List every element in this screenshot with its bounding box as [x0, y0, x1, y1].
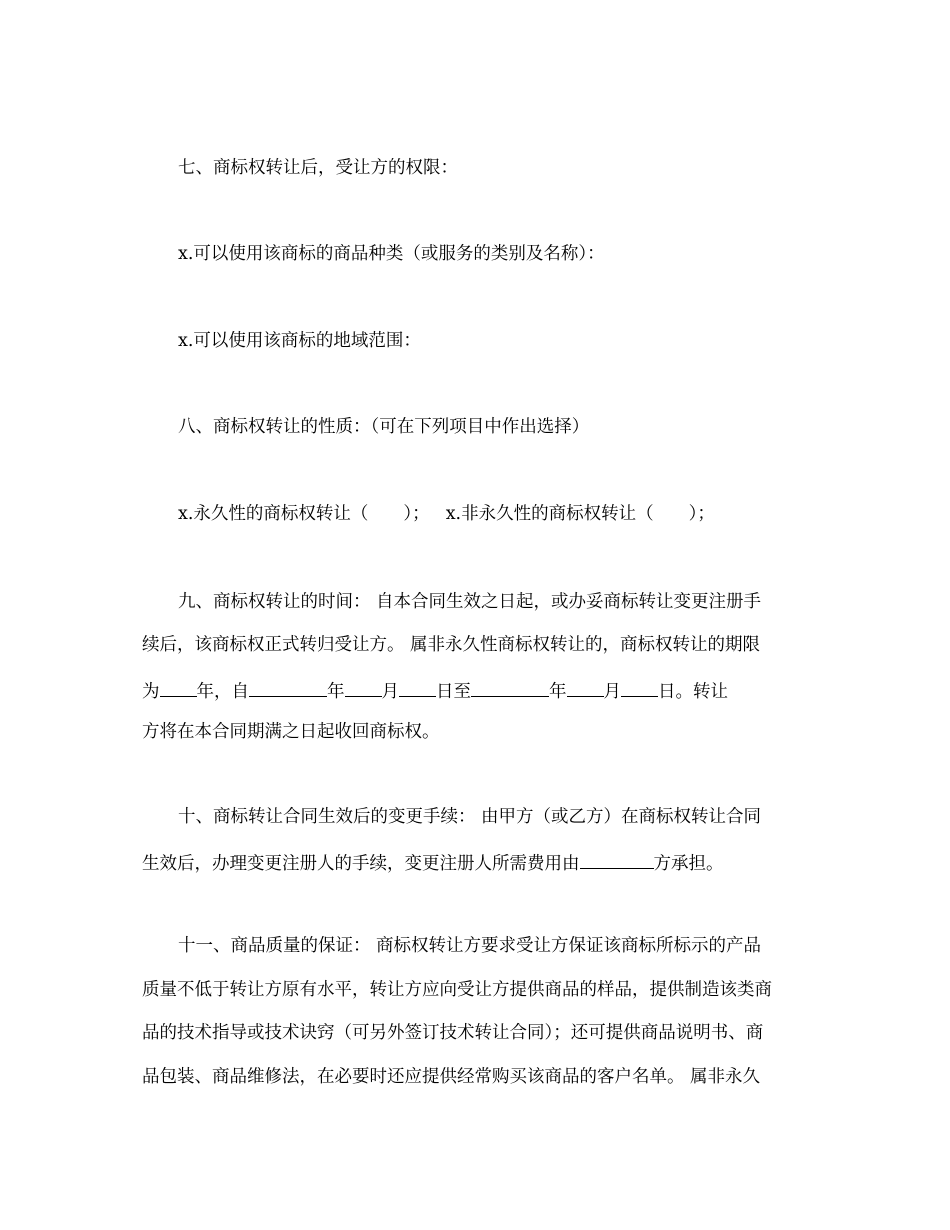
section-9-line-3	[142, 678, 728, 703]
section-8-option-2: x.非永久性的商标权转让（ ）；	[445, 504, 715, 524]
section-9-line-2: 续后，该商标权正式转归受让方。 属非永久性商标权转让的，商标权转让的期限	[142, 635, 761, 655]
section-9-line-1: 九、商标权转让的时间： 自本合同生效之日起，或办妥商标转让变更注册手	[178, 592, 762, 612]
section-11-line-2: 质量不低于转让方原有水平，转让方应向受让方提供商品的样品，提供制造该类商	[142, 980, 772, 1000]
section-8-option-1: x.永久性的商标权转让（ ）；	[178, 504, 430, 524]
text-segment: 年，自	[196, 682, 249, 702]
section-8-heading: 八、商标权转让的性质：（可在下列项目中作出选择）	[178, 417, 590, 437]
blank-end-month	[567, 678, 604, 697]
section-11-line-4: 品包装、商品维修法，在必要时还应提供经常购买该商品的客户名单。 属非永久	[142, 1067, 761, 1087]
section-7-heading: 七、商标权转让后，受让方的权限：	[178, 158, 458, 178]
section-7-item-1: x.可以使用该商标的商品种类（或服务的类别及名称）：	[178, 244, 605, 264]
section-11-line-1: 十一、商品质量的保证： 商标权转让方要求受让方保证该商标所标示的产品	[178, 936, 762, 956]
text-segment: 生效后，办理变更注册人的手续，变更注册人所需费用由	[142, 854, 580, 874]
text-segment: 为	[142, 682, 160, 702]
section-10-line-2	[142, 850, 724, 875]
text-segment: 日至	[436, 682, 471, 702]
blank-start-day	[399, 678, 436, 697]
blank-end-day	[621, 678, 658, 697]
section-11-line-3: 品的技术指导或技术诀窍（可另外签订技术转让合同）；还可提供商品说明书、商	[142, 1023, 764, 1043]
section-9-line-4: 方将在本合同期满之日起收回商标权。	[142, 722, 440, 742]
blank-end-year	[471, 678, 549, 697]
blank-start-year	[249, 678, 327, 697]
blank-start-month	[345, 678, 382, 697]
text-segment: 月	[381, 682, 399, 702]
text-segment: 方承担。	[653, 854, 724, 874]
section-10-line-1: 十、商标转让合同生效后的变更手续： 由甲方（或乙方）在商标权转让合同	[178, 807, 762, 827]
text-segment: 年	[549, 682, 567, 702]
text-segment: 日。转让	[658, 682, 728, 702]
blank-years	[160, 678, 197, 697]
section-7-item-2: x.可以使用该商标的地域范围：	[178, 331, 421, 351]
text-segment: 月	[603, 682, 621, 702]
blank-fee-payer	[580, 850, 654, 869]
section-8-options	[178, 503, 715, 525]
text-segment: 年	[327, 682, 345, 702]
